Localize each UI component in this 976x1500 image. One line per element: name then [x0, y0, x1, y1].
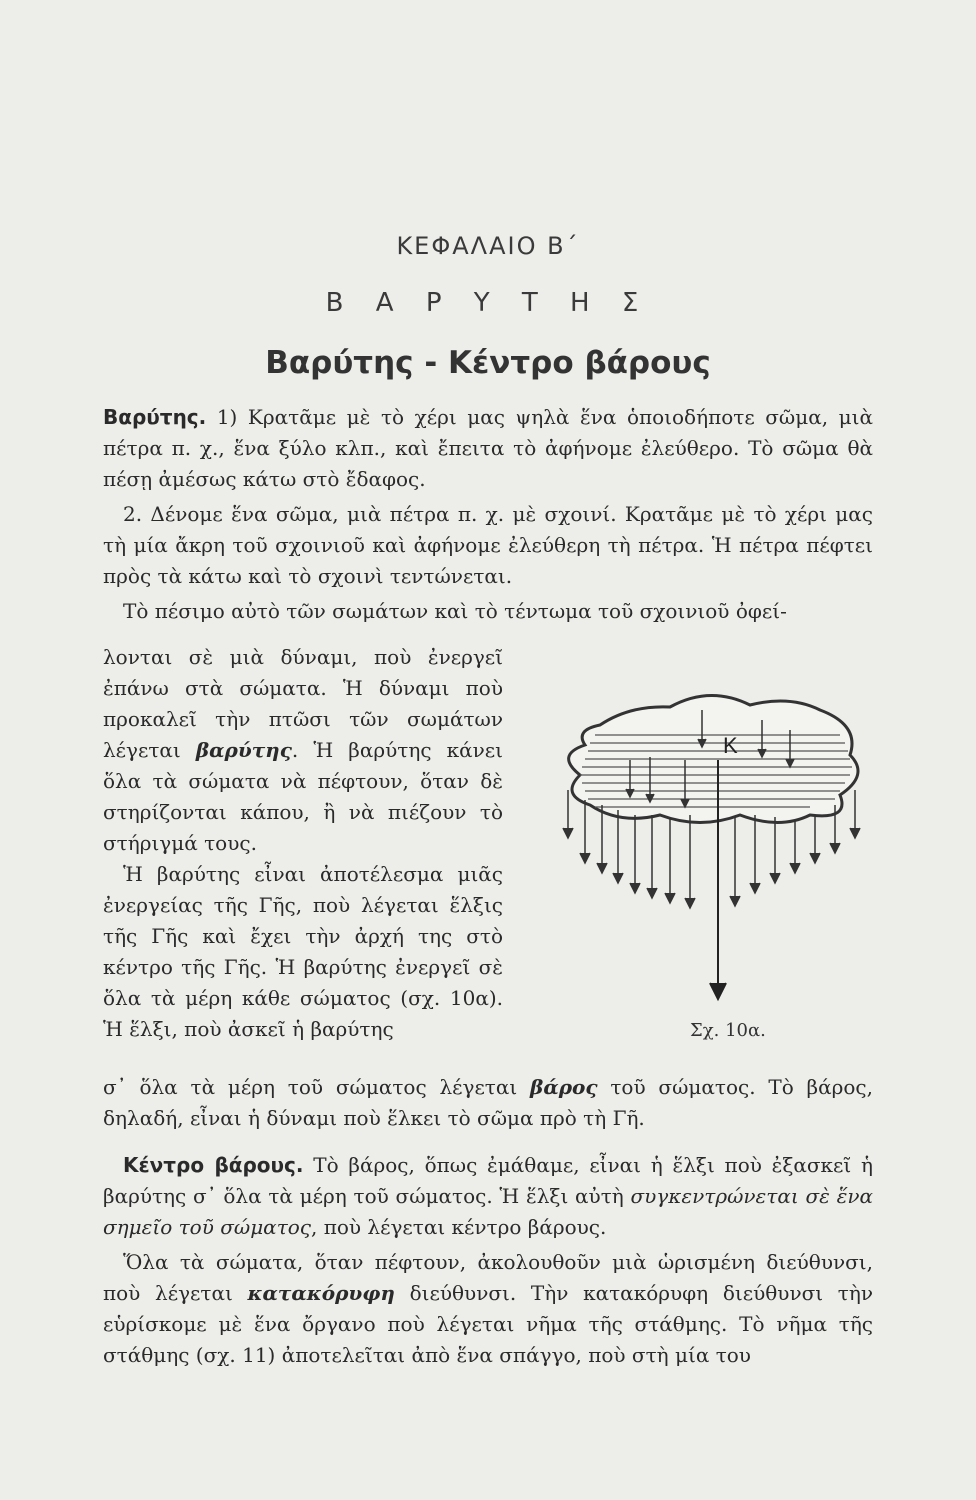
term-vertical: κατακόρυφη [247, 1281, 395, 1305]
paragraph-5-text-a: Τὸ βάρος, ὅπως ἐμάθαμε, εἶναι ἡ ἕλξι ποὺ ἐξασκεῖ ἡ βαρύτης σ᾽ ὅλα τὰ μέρη τοῦ σώματος. Ἡ ἕλξι αὐτὴ [103, 1153, 874, 1208]
paragraph-1 [103, 402, 873, 495]
paragraph-5-text-b: , ποὺ λέγεται κέντρο βάρους. [311, 1215, 607, 1239]
paragraph-1-heading: Βαρύτης. [103, 405, 207, 429]
paragraph-2: 2. Δένομε ἕνα σῶμα, μιὰ πέτρα π. χ. μὲ σχοινί. Κρατᾶμε μὲ τὸ χέρι μας τὴ μία ἄκρη τοῦ σχοινιοῦ καὶ ἀφήνομε ἐλεύθερη τὴ πέτρα. Ἡ πέτρα πέφτει πρὸς τὰ κάτω καὶ τὸ σχοινὶ τεντώνεται. [103, 502, 873, 588]
text-block-narrow [103, 642, 503, 1045]
paragraph-6 [103, 1247, 873, 1371]
paragraph-4: Ἡ βαρύτης εἶναι ἀποτέλεσμα μιᾶς ἐνεργείας τῆς Γῆς, ποὺ λέγεται ἕλξις τῆς Γῆς καὶ ἔχει τὴν ἀρχή της στὸ κέντρο τῆς Γῆς. Ἡ βαρύτης ἐνεργεῖ σὲ ὅλα τὰ μέρη κάθε σώματος (σχ. 10α). Ἡ ἕλξι, ποὺ ἀσκεῖ ἡ βαρύτης [103, 862, 503, 1041]
term-concentrates: συγκεντρώνεται σὲ ἕνα σημεῖο τοῦ σώματος [103, 1184, 873, 1239]
paragraph-3 [103, 642, 503, 859]
paragraph-4-text-b: σ᾽ ὅλα τὰ μέρη τοῦ σώματος λέγεται [103, 1075, 531, 1099]
figure-10a [540, 665, 880, 1005]
chapter-heading: ΚΕΦΑΛΑΙΟ Β΄ [396, 232, 580, 260]
paragraph-1-text: 1) Κρατᾶμε μὲ τὸ χέρι μας ψηλὰ ἕνα ὁποιοδήποτε σῶμα, μιὰ πέτρα π. χ., ἕνα ξύλο κλπ., καὶ ἔπειτα τὸ ἀφήνομε ἐλεύθερο. Τὸ σῶμα θὰ πέσῃ ἀμέσως κάτω στὸ ἔδαφος. [103, 405, 873, 491]
body-shape [569, 695, 858, 822]
text-block-top [103, 402, 873, 627]
chapter-title: Β Α Ρ Υ Τ Η Σ [325, 288, 651, 318]
paragraph-4-text-c: τοῦ σώματος. Τὸ βάρος, δηλαδή, εἶναι ἡ δύναμι ποὺ ἕλκει τὸ σῶμα πρὸ τὴ Γῆ. [103, 1075, 873, 1130]
paragraph-5 [103, 1150, 873, 1243]
figure-caption: Σχ. 10α. [690, 1020, 766, 1041]
paragraph-5-heading: Κέντρο βάρους. [123, 1153, 304, 1177]
paragraph-3-text-a: λονται σὲ μιὰ δύναμι, ποὺ ἐνεργεῖ ἐπάνω στὰ σώματα. Ἡ δύναμι ποὺ προκαλεῖ τὴν πτῶσι τῶν σωμάτων λέγεται [103, 645, 503, 762]
paragraph-6-text-a: Ὅλα τὰ σώματα, ὅταν πέφτουν, ἀκολουθοῦν μιὰ ὡρισμένη διεύθυνσι, ποὺ λέγεται [103, 1250, 873, 1305]
term-weight: βάρος [530, 1075, 598, 1099]
paragraph-3-first-line: Τὸ πέσιμο αὐτὸ τῶν σωμάτων καὶ τὸ τέντωμα τοῦ σχοινιοῦ ὀφεί- [123, 599, 787, 623]
section-subtitle: Βαρύτης - Κέντρο βάρους [265, 345, 711, 381]
text-block-bottom [103, 1072, 873, 1371]
paragraph-6-text-b: διεύθυνσι. Τὴν κατακόρυφη διεύθυνσι τὴν εὑρίσκομε μὲ ἕνα ὄργανο ποὺ λέγεται νῆμα τῆς στάθμης. Τὸ νῆμα τῆς στάθμης (σχ. 11) ἀποτελεῖται ἀπὸ ἕνα σπάγγο, ποὺ στὴ μία του [103, 1281, 874, 1367]
paragraph-3-text-b: . Ἡ βαρύτης κάνει ὅλα τὰ σώματα νὰ πέφτουν, ὅταν δὲ στηρίζονται κάπου, ἢ νὰ πιέζουν τὸ στήριγμά τους. [103, 738, 504, 855]
term-gravity: βαρύτης [195, 738, 292, 762]
paragraph-4-continued [103, 1072, 873, 1134]
center-of-gravity-label: K [723, 733, 738, 758]
